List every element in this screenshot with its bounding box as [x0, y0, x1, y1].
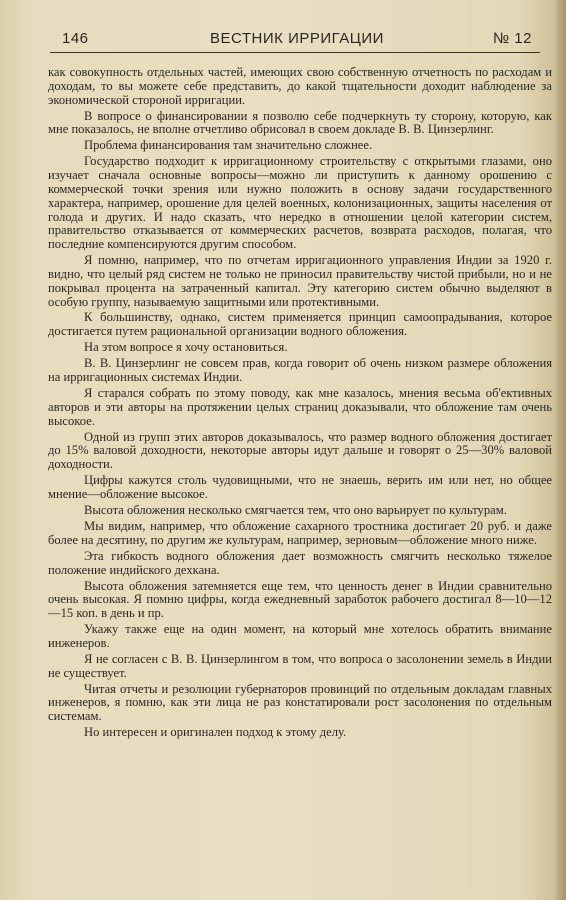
paragraph: Проблема финансирования там значительно сложнее.: [84, 138, 373, 153]
paragraph: Я помню, например, что по отчетам ирригационного управления Индии за 1920 г. видно, что целый ряд систем не только не приносил правительству чистой прибыли, но и не покрывал процента на затраченный капитал. Эту категорию систем обычно выделяют в особую группу, называемую защитными или протективными.: [48, 253, 552, 309]
paragraph: Одной из групп этих авторов доказывалось, что размер водного обложения достигает до 15% валовой доходности, некоторые авторы идут дальше и говорят о 25—30% валовой доходности.: [48, 429, 552, 472]
paragraph: как совокупность отдельных частей, имеющих свою собственную отчетность по расходам и доходам, то вы можете себе представить, до какой тщательности доходит наблюдение за экономической стороной ирригации.: [48, 65, 552, 107]
paragraph: Цифры кажутся столь чудовищными, что не знаешь, верить им или нет, но общее мнение—обложение высокое.: [48, 473, 552, 501]
paragraph: Государство подходит к ирригационному строительству с открытыми глазами, оно изучает сначала основные вопросы—можно ли приступить к данному орошению с коммерческой точки зрения или нужно положить в основу задачи государственного характера, например, орошение для целей военных, колонизационных, защиты населения от голода и других. И надо сказать, что нередко в отношении целой категории систем, правительство отказывается от коммерческих расчетов, возврата расходов, полагая, что последние компенсируются другим способом.: [48, 154, 552, 252]
article-body: [48, 66, 552, 742]
paragraph: Я старался собрать по этому поводу, как мне казалось, мнения весьма об'ективных авторов и эти авторы на протяжении целых страниц доказывали, что обложение там очень высокое.: [48, 386, 552, 428]
page-number: 146: [62, 30, 89, 47]
paragraph: Эта гибкость водного обложения дает возможность смягчить несколько тяжелое положение индийского дехкана.: [48, 548, 552, 577]
paragraph: Укажу также еще на один момент, на который мне хотелось обратить внимание инженеров.: [48, 622, 552, 650]
header-rule: [50, 52, 540, 53]
paragraph: Я не согласен с В. В. Цинзерлингом в том, что вопроса о засолонении земель в Индии не существует.: [48, 651, 552, 680]
journal-title: ВЕСТНИК ИРРИГАЦИИ: [210, 30, 384, 47]
paragraph: Высота обложения затемняется еще тем, что ценность денег в Индии сравнительно очень высокая. Я помню цифры, когда ежедневный заработок рабочего достигал 8—10—12—15 коп. в день и пр.: [48, 578, 552, 621]
paragraph: Читая отчеты и резолюции губернаторов провинций по отдельным докладам главных инженеров, я помню, как эти лица не раз констатировали рост засолонения по отдельным системам.: [48, 681, 552, 724]
paragraph: Но интересен и оригинален подход к этому делу.: [84, 725, 347, 740]
paragraph: В. В. Цинзерлинг не совсем прав, когда говорит об очень низком размере обложения на ирригационных системах Индии.: [48, 356, 552, 385]
paragraph: Высота обложения несколько смягчается тем, что оно варьирует по культурам.: [84, 502, 507, 517]
issue-number: № 12: [493, 30, 532, 47]
running-header: [58, 27, 536, 49]
paragraph: На этом вопросе я хочу остановиться.: [84, 340, 288, 355]
paragraph: В вопросе о финансировании я позволю себе подчеркнуть ту сторону, которую, как мне показалось, не вполне отчетливо обрисовал в своем докладе В. В. Цинзерлинг.: [48, 108, 552, 137]
paragraph: К большинству, однако, систем применяется принцип самоопрадывания, которое достигается путем рациональной организации водного обложения.: [48, 310, 552, 339]
paragraph: Мы видим, например, что обложение сахарного тростника достигает 20 руб. и даже более на десятину, по другим же культурам, например, зерновым—обложение много ниже.: [48, 518, 552, 547]
binding-shadow: [554, 0, 566, 900]
